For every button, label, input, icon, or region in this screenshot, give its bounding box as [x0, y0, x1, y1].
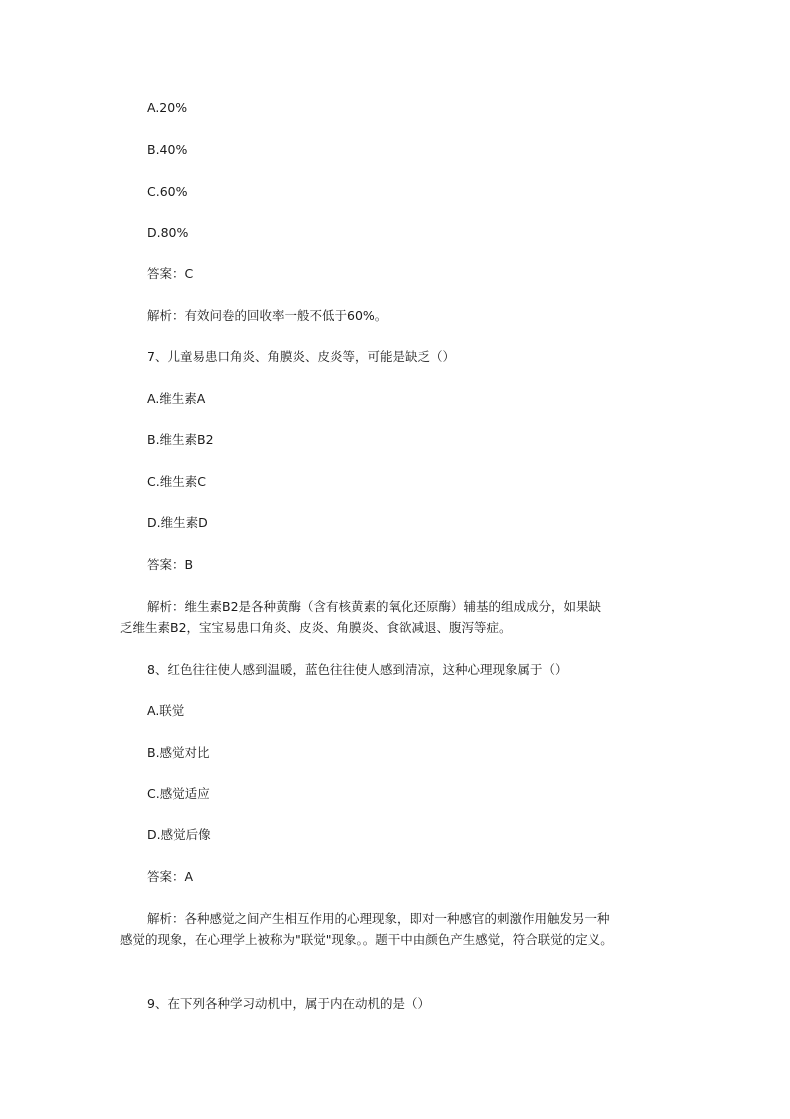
q8-answer: 答案：A	[147, 869, 194, 884]
q7-option-c: C.维生素C	[147, 474, 206, 489]
q6-option-d: D.80%	[147, 225, 189, 240]
q6-answer: 答案：C	[147, 266, 194, 281]
q8-option-c: C.感觉适应	[147, 786, 210, 801]
q6-option-a: A.20%	[147, 100, 188, 115]
q7-analysis-line-2: 乏维生素B2，宝宝易患口角炎、皮炎、角膜炎、食欲减退、腹泻等症。	[120, 620, 512, 635]
q8-option-b: B.感觉对比	[147, 745, 210, 760]
q7-option-d: D.维生素D	[147, 515, 208, 530]
q8-question: 8、红色往往使人感到温暖，蓝色往往使人感到清凉，这种心理现象属于（）	[147, 662, 568, 677]
q7-option-a: A.维生素A	[147, 391, 206, 406]
q6-option-b: B.40%	[147, 142, 188, 157]
q6-option-c: C.60%	[147, 184, 188, 199]
q7-analysis-line-1: 解析：维生素B2是各种黄酶（含有核黄素的氧化还原酶）辅基的组成成分，如果缺	[147, 599, 602, 614]
q8-option-d: D.感觉后像	[147, 827, 211, 842]
q7-question: 7、儿童易患口角炎、角膜炎、皮炎等，可能是缺乏（）	[147, 349, 455, 364]
q8-option-a: A.联觉	[147, 703, 185, 718]
q7-answer: 答案：B	[147, 557, 194, 572]
q9-question: 9、在下列各种学习动机中，属于内在动机的是（）	[147, 996, 430, 1011]
q8-analysis-line-2: 感觉的现象，在心理学上被称为"联觉"现象。。题干中由颜色产生感觉，符合联觉的定义。	[120, 932, 613, 947]
q8-analysis-line-1: 解析：各种感觉之间产生相互作用的心理现象，即对一种感官的刺激作用触发另一种	[147, 911, 610, 926]
q6-analysis: 解析：有效问卷的回收率一般不低于60%。	[147, 308, 388, 323]
q7-option-b: B.维生素B2	[147, 432, 214, 447]
